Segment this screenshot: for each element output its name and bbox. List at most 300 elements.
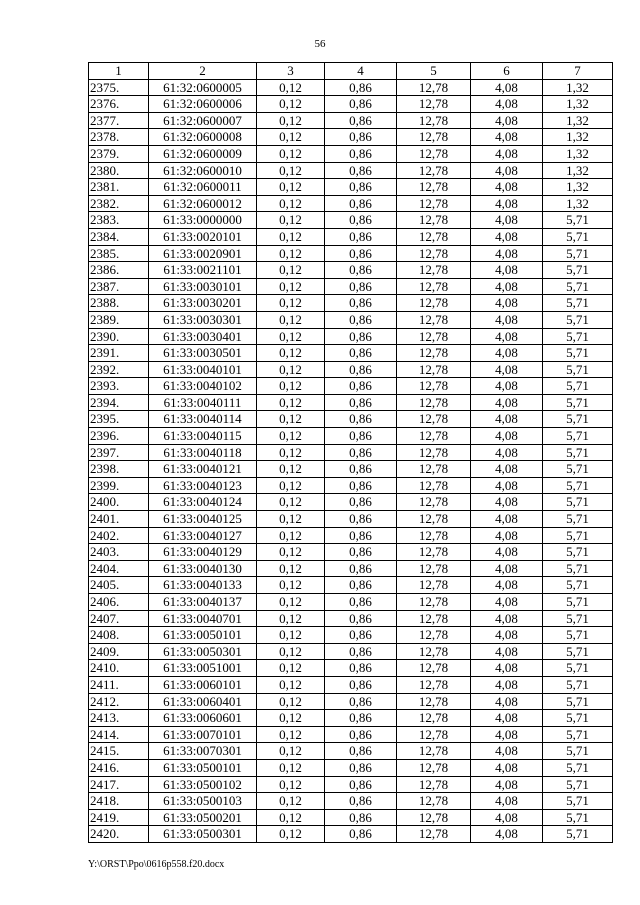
table-cell: 0,12 [257,693,325,710]
table-cell: 0,12 [257,743,325,760]
table-cell: 12,78 [397,444,471,461]
table-cell: 5,71 [543,444,613,461]
table-cell: 12,78 [397,162,471,179]
table-cell: 61:32:0600008 [149,129,257,146]
table-row [89,129,613,146]
table-cell: 2400. [89,494,149,511]
table-cell: 12,78 [397,212,471,229]
table-cell: 2410. [89,660,149,677]
table-cell: 0,86 [325,179,397,196]
table-cell: 0,86 [325,809,397,826]
table-cell: 0,86 [325,577,397,594]
table-cell: 0,12 [257,361,325,378]
table-cell: 4,08 [471,195,543,212]
table-cell: 2380. [89,162,149,179]
table-row [89,145,613,162]
table-row [89,527,613,544]
table-cell: 61:33:0040127 [149,527,257,544]
table-cell: 4,08 [471,776,543,793]
table-cell: 0,12 [257,726,325,743]
column-header: 4 [325,63,397,80]
column-header: 3 [257,63,325,80]
table-cell: 4,08 [471,809,543,826]
table-cell: 5,71 [543,793,613,810]
table-cell: 61:33:0040118 [149,444,257,461]
table-cell: 2419. [89,809,149,826]
table-cell: 4,08 [471,477,543,494]
table-cell: 2415. [89,743,149,760]
table-cell: 0,12 [257,776,325,793]
table-cell: 12,78 [397,112,471,129]
table-cell: 1,32 [543,112,613,129]
table-row [89,228,613,245]
table-row [89,444,613,461]
table-row [89,411,613,428]
table-cell: 2376. [89,96,149,113]
table-cell: 0,86 [325,544,397,561]
table-row [89,345,613,362]
table-cell: 0,12 [257,643,325,660]
table-cell: 0,12 [257,345,325,362]
data-table [88,62,613,843]
table-row [89,212,613,229]
table-cell: 4,08 [471,129,543,146]
table-row [89,793,613,810]
table-cell: 4,08 [471,826,543,843]
table-row [89,594,613,611]
table-cell: 5,71 [543,461,613,478]
table-cell: 0,12 [257,660,325,677]
table-row [89,394,613,411]
table-cell: 2412. [89,693,149,710]
table-cell: 0,12 [257,544,325,561]
table-row [89,311,613,328]
table-cell: 5,71 [543,710,613,727]
table-cell: 12,78 [397,411,471,428]
table-cell: 12,78 [397,96,471,113]
table-cell: 0,86 [325,278,397,295]
table-cell: 0,12 [257,162,325,179]
table-cell: 1,32 [543,145,613,162]
table-cell: 0,86 [325,477,397,494]
table-cell: 5,71 [543,577,613,594]
table-cell: 0,86 [325,527,397,544]
column-header: 5 [397,63,471,80]
table-cell: 61:33:0040124 [149,494,257,511]
table-cell: 0,12 [257,560,325,577]
table-cell: 0,86 [325,361,397,378]
table-cell: 61:33:0050101 [149,627,257,644]
table-cell: 5,71 [543,245,613,262]
table-cell: 61:33:0070101 [149,726,257,743]
table-cell: 0,12 [257,295,325,312]
table-cell: 0,86 [325,295,397,312]
table-cell: 12,78 [397,793,471,810]
page-number: 56 [314,38,326,50]
table-cell: 4,08 [471,262,543,279]
table-cell: 12,78 [397,145,471,162]
table-cell: 0,12 [257,676,325,693]
table-cell: 4,08 [471,79,543,96]
table-cell: 0,86 [325,79,397,96]
table-cell: 0,86 [325,378,397,395]
table-cell: 2390. [89,328,149,345]
table-cell: 4,08 [471,145,543,162]
table-cell: 5,71 [543,826,613,843]
table-cell: 61:33:0040101 [149,361,257,378]
table-cell: 5,71 [543,311,613,328]
table-row [89,726,613,743]
table-cell: 4,08 [471,610,543,627]
table-cell: 0,12 [257,428,325,445]
table-cell: 12,78 [397,378,471,395]
table-row [89,112,613,129]
table-row [89,378,613,395]
table-cell: 5,71 [543,494,613,511]
table-cell: 61:33:0020101 [149,228,257,245]
table-cell: 61:32:0600006 [149,96,257,113]
table-cell: 12,78 [397,560,471,577]
table-cell: 4,08 [471,378,543,395]
table-cell: 0,12 [257,610,325,627]
table-cell: 5,71 [543,759,613,776]
table-cell: 61:32:0600009 [149,145,257,162]
table-cell: 0,86 [325,461,397,478]
table-cell: 61:33:0040123 [149,477,257,494]
table-cell: 12,78 [397,129,471,146]
table-cell: 2413. [89,710,149,727]
table-cell: 61:32:0600012 [149,195,257,212]
table-cell: 5,71 [543,743,613,760]
table-cell: 2385. [89,245,149,262]
table-cell: 0,12 [257,710,325,727]
table-row [89,79,613,96]
table-cell: 4,08 [471,345,543,362]
table-cell: 5,71 [543,477,613,494]
table-cell: 0,12 [257,394,325,411]
table-cell: 4,08 [471,461,543,478]
table-cell: 0,86 [325,743,397,760]
table-cell: 12,78 [397,477,471,494]
table-cell: 61:33:0040125 [149,511,257,528]
table-cell: 0,12 [257,494,325,511]
table-cell: 12,78 [397,278,471,295]
table-cell: 0,86 [325,676,397,693]
table-cell: 4,08 [471,676,543,693]
table-row [89,660,613,677]
table-cell: 61:33:0500102 [149,776,257,793]
table-row [89,328,613,345]
table-cell: 2382. [89,195,149,212]
table-cell: 5,71 [543,676,613,693]
table-cell: 0,12 [257,627,325,644]
table-row [89,245,613,262]
table-cell: 5,71 [543,560,613,577]
table-cell: 2381. [89,179,149,196]
table-cell: 61:33:0020901 [149,245,257,262]
table-row [89,560,613,577]
table-cell: 4,08 [471,212,543,229]
table-cell: 12,78 [397,743,471,760]
table-cell: 12,78 [397,394,471,411]
table-cell: 5,71 [543,262,613,279]
table-cell: 2417. [89,776,149,793]
table-cell: 2416. [89,759,149,776]
table-cell: 2408. [89,627,149,644]
table-cell: 0,12 [257,311,325,328]
table-cell: 61:32:0600010 [149,162,257,179]
table-cell: 61:33:0040121 [149,461,257,478]
table-cell: 12,78 [397,494,471,511]
table-cell: 2395. [89,411,149,428]
table-cell: 0,12 [257,809,325,826]
table-cell: 0,86 [325,428,397,445]
table-cell: 4,08 [471,544,543,561]
table-cell: 0,86 [325,627,397,644]
table-cell: 2392. [89,361,149,378]
table-cell: 2386. [89,262,149,279]
table-cell: 61:33:0040114 [149,411,257,428]
table-cell: 4,08 [471,361,543,378]
table-cell: 1,32 [543,179,613,196]
table-row [89,577,613,594]
table-row [89,96,613,113]
table-cell: 5,71 [543,594,613,611]
table-cell: 2387. [89,278,149,295]
table-cell: 12,78 [397,527,471,544]
table-row [89,809,613,826]
table-cell: 12,78 [397,179,471,196]
table-cell: 0,86 [325,145,397,162]
table-cell: 2397. [89,444,149,461]
table-cell: 2409. [89,643,149,660]
table-cell: 12,78 [397,262,471,279]
table-cell: 2399. [89,477,149,494]
table-cell: 0,86 [325,726,397,743]
table-cell: 12,78 [397,726,471,743]
column-header: 6 [471,63,543,80]
table-cell: 5,71 [543,411,613,428]
table-cell: 0,12 [257,179,325,196]
table-cell: 5,71 [543,693,613,710]
table-cell: 12,78 [397,643,471,660]
table-cell: 5,71 [543,643,613,660]
table-cell: 2407. [89,610,149,627]
table-cell: 12,78 [397,345,471,362]
table-cell: 12,78 [397,710,471,727]
table-cell: 12,78 [397,428,471,445]
table-cell: 4,08 [471,710,543,727]
table-cell: 4,08 [471,411,543,428]
table-cell: 12,78 [397,594,471,611]
table-row [89,627,613,644]
table-cell: 1,32 [543,79,613,96]
table-cell: 4,08 [471,394,543,411]
table-cell: 5,71 [543,394,613,411]
table-cell: 4,08 [471,112,543,129]
table-cell: 0,12 [257,511,325,528]
table-cell: 0,86 [325,594,397,611]
column-header: 1 [89,63,149,80]
table-cell: 61:33:0040115 [149,428,257,445]
table-cell: 12,78 [397,228,471,245]
table-cell: 61:33:0500301 [149,826,257,843]
table-cell: 0,12 [257,228,325,245]
table-cell: 2398. [89,461,149,478]
table-row [89,610,613,627]
table-cell: 2411. [89,676,149,693]
table-row [89,511,613,528]
table-cell: 4,08 [471,660,543,677]
table-cell: 5,71 [543,278,613,295]
table-cell: 5,71 [543,527,613,544]
column-header: 7 [543,63,613,80]
table-cell: 0,86 [325,262,397,279]
table-cell: 5,71 [543,228,613,245]
table-cell: 0,86 [325,129,397,146]
table-cell: 0,12 [257,195,325,212]
table-cell: 61:32:0600007 [149,112,257,129]
table-cell: 12,78 [397,544,471,561]
table-row [89,461,613,478]
table-cell: 12,78 [397,660,471,677]
table-cell: 0,86 [325,394,397,411]
table-cell: 0,12 [257,129,325,146]
table-cell: 4,08 [471,527,543,544]
table-cell: 12,78 [397,461,471,478]
table-cell: 0,86 [325,759,397,776]
table-row [89,710,613,727]
table-cell: 4,08 [471,278,543,295]
table-cell: 0,86 [325,96,397,113]
table-cell: 12,78 [397,826,471,843]
table-cell: 2414. [89,726,149,743]
table-cell: 2384. [89,228,149,245]
table-cell: 0,12 [257,793,325,810]
table-cell: 0,86 [325,511,397,528]
table-cell: 61:33:0000000 [149,212,257,229]
table-row [89,162,613,179]
table-cell: 0,12 [257,262,325,279]
table-row [89,361,613,378]
table-cell: 2391. [89,345,149,362]
table-cell: 61:33:0040129 [149,544,257,561]
table-cell: 0,12 [257,594,325,611]
table-row [89,278,613,295]
table-row [89,759,613,776]
table-cell: 61:33:0030301 [149,311,257,328]
table-cell: 0,12 [257,378,325,395]
table-cell: 12,78 [397,577,471,594]
table-cell: 1,32 [543,129,613,146]
table-cell: 0,86 [325,328,397,345]
table-header-row [89,63,613,80]
table-cell: 12,78 [397,328,471,345]
table-cell: 0,86 [325,311,397,328]
table-cell: 61:32:0600011 [149,179,257,196]
table-row [89,477,613,494]
table-cell: 4,08 [471,643,543,660]
table-cell: 0,86 [325,643,397,660]
table-cell: 0,86 [325,494,397,511]
table-cell: 2420. [89,826,149,843]
table-cell: 1,32 [543,162,613,179]
table-cell: 61:33:0030401 [149,328,257,345]
table-cell: 4,08 [471,428,543,445]
table-cell: 0,12 [257,577,325,594]
table-cell: 2394. [89,394,149,411]
table-cell: 12,78 [397,295,471,312]
table-cell: 5,71 [543,809,613,826]
table-cell: 5,71 [543,726,613,743]
table-cell: 61:33:0040102 [149,378,257,395]
table-cell: 12,78 [397,676,471,693]
table-cell: 4,08 [471,179,543,196]
table-cell: 1,32 [543,195,613,212]
table-cell: 0,86 [325,195,397,212]
table-cell: 61:33:0500101 [149,759,257,776]
table-cell: 61:33:0040133 [149,577,257,594]
table-cell: 5,71 [543,511,613,528]
table-cell: 61:33:0070301 [149,743,257,760]
table-cell: 61:33:0040701 [149,610,257,627]
table-cell: 0,86 [325,776,397,793]
table-cell: 4,08 [471,726,543,743]
table-cell: 0,12 [257,245,325,262]
table-cell: 12,78 [397,511,471,528]
table-cell: 0,12 [257,112,325,129]
table-cell: 0,12 [257,145,325,162]
table-cell: 5,71 [543,660,613,677]
table-cell: 4,08 [471,627,543,644]
table-cell: 5,71 [543,361,613,378]
table-cell: 0,12 [257,477,325,494]
table-cell: 0,86 [325,411,397,428]
table-cell: 0,86 [325,826,397,843]
column-header: 2 [149,63,257,80]
table-cell: 4,08 [471,511,543,528]
table-cell: 2418. [89,793,149,810]
table-cell: 5,71 [543,295,613,312]
table-cell: 61:33:0030101 [149,278,257,295]
table-row [89,295,613,312]
table-cell: 0,86 [325,793,397,810]
table-cell: 12,78 [397,627,471,644]
table-cell: 12,78 [397,809,471,826]
table-cell: 61:33:0500103 [149,793,257,810]
table-cell: 2388. [89,295,149,312]
table-cell: 0,12 [257,79,325,96]
table-cell: 0,86 [325,212,397,229]
table-cell: 5,71 [543,345,613,362]
table-cell: 2377. [89,112,149,129]
table-row [89,643,613,660]
table-cell: 2406. [89,594,149,611]
table-cell: 0,12 [257,826,325,843]
table-cell: 4,08 [471,560,543,577]
table-cell: 12,78 [397,610,471,627]
table-cell: 2393. [89,378,149,395]
table-cell: 0,86 [325,112,397,129]
table-cell: 5,71 [543,544,613,561]
table-body [89,79,613,842]
table-cell: 61:33:0060101 [149,676,257,693]
table-row [89,195,613,212]
table-cell: 12,78 [397,195,471,212]
table-cell: 4,08 [471,295,543,312]
table-cell: 0,86 [325,560,397,577]
table-cell: 2402. [89,527,149,544]
